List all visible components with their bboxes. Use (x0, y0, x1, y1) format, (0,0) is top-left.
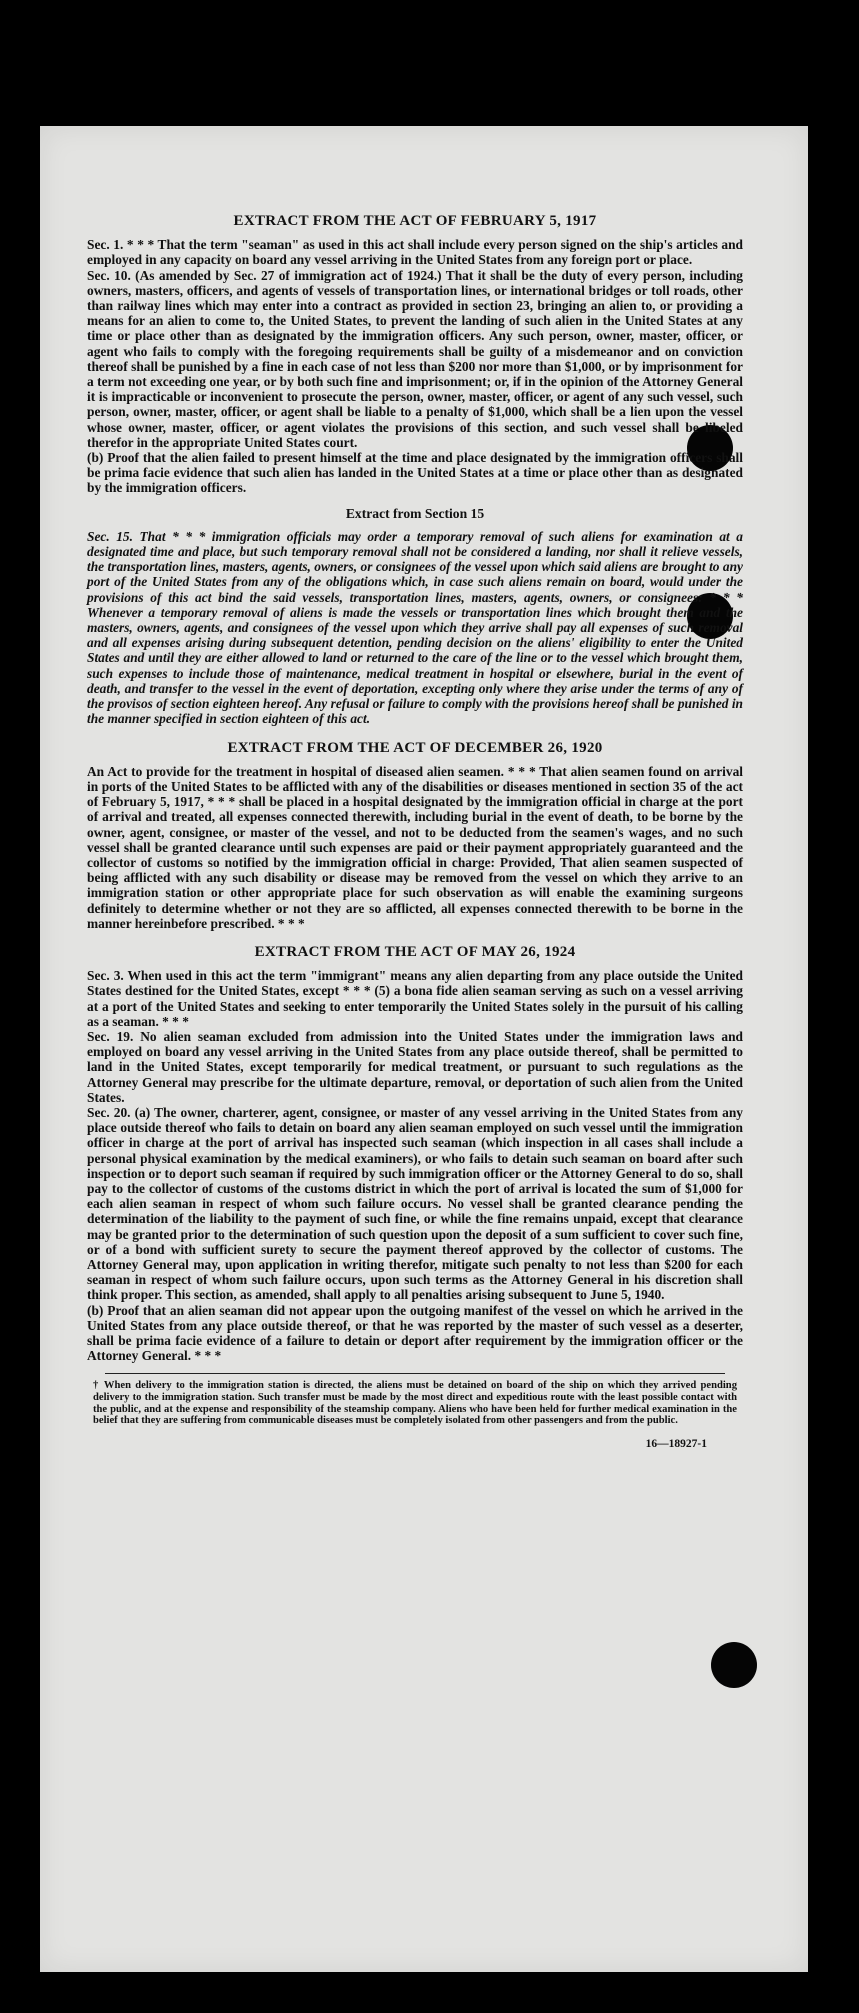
paragraph-sec-20a: Sec. 20. (a) The owner, charterer, agent, consignee, or master of any vessel arriving in the United States from any place outside thereof who fails to detain on board any alien seaman employed on such vessel until the immigration officer in charge at the port of arrival has inspected such seaman (which inspection in all cases shall include a personal physical examination by the medical examiners), or who fails to detain such seaman on board after such inspection or to deport such seaman if required by such immigration officer or the Attorney General to do so, shall pay to the collector of customs of the customs district in which the port of arrival is located the sum of $1,000 for each alien seaman in respect of whom such failure occurs. No vessel shall be granted clearance pending the determination of the liability to the payment of such fine, or while the fine remains unpaid, except that clearance may be granted prior to the determination of such question upon the deposit of a sum sufficient to cover such fine, or of a bond with sufficient surety to secure the payment thereof approved by the collector of customs. The Attorney General may, upon application in writing therefor, mitigate such penalty to not less than $200 for each seaman in respect of whom such failure occurs, upon such terms as the Attorney General in his discretion shall think proper. This section, as amended, shall apply to all penalties arising subsequent to June 5, 1940. (87, 1104, 743, 1303)
punch-hole (711, 1642, 757, 1688)
paragraph-sec-19: Sec. 19. No alien seaman excluded from admission into the United States under the immigration laws and employed on board any vessel arriving in the United States from any place outside thereof, shall be permitted to land in the United States, except temporarily for medical treatment, or pursuant to such regulations as the Attorney General may prescribe for the ultimate departure, removal, or deportation of such alien from the United States. (87, 1028, 743, 1105)
paragraph-sec-3: Sec. 3. When used in this act the term "immigrant" means any alien departing from any place outside the United States destined for the United States, except * * * (5) a bona fide alien seaman serving as such on a vessel arriving at a port of the United States and seeking to enter temporarily the United States solely in the pursuit of his calling as a seaman. * * * (87, 968, 743, 1029)
heading-act-1924: EXTRACT FROM THE ACT OF MAY 26, 1924 (254, 943, 576, 960)
paragraph-act-1920: An Act to provide for the treatment in hospital of diseased alien seamen. * * * That alien seamen found on arrival in ports of the United States to be afflicted with any of the disabilities or diseases mentioned in section 35 of the act of February 5, 1917, * * * shall be placed in a hospital designated by the immigration official in charge at the port of arrival and treated, all expenses connected therewith, including burial in the event of death, to be borne by the owner, agent, consignee, or master of the vessel, and not to be deducted from the seamen's wages, and no such vessel shall be granted clearance until such expenses are paid or their payment appropriately guaranteed and the collector of customs so notified by the immigration official in charge: Provided, That alien seamen suspected of being afflicted with any such disability or disease may be removed from the vessel on which they arrive to an immigration station or other appropriate place for such observation as will enable the examining surgeons definitely to determine whether or not they are so afflicted, all expenses connected therewith to be borne in the manner hereinbefore prescribed. * * * (87, 763, 743, 931)
form-number: 16—18927-1 (645, 1437, 707, 1450)
paragraph-sec-10: Sec. 10. (As amended by Sec. 27 of immigration act of 1924.) That it shall be the duty of every person, including owners, masters, officers, and agents of vessels of transportation lines, or international bridges or toll roads, other than railway lines which may enter into a contract as provided in section 23, bringing an alien to, or providing a means for an alien to come to, the United States, to prevent the landing of such alien in the United States at any time or place other than as designated by the immigration officers. Any such person, owner, master, officer, or agent who fails to comply with the foregoing requirements shall be guilty of a misdemeanor and on conviction thereof shall be punished by a fine in each case of not less than $200 nor more than $1,000, or by imprisonment for a term not exceeding one year, or by both such fine and imprisonment; or, if in the opinion of the Attorney General it is impracticable or inconvenient to prosecute the person, owner, master, officer, or agent of any such vessel, such person, owner, master, officer, or agent shall be liable to a penalty of $1,000, which shall be a lien upon the vessel whose owner, master, officer, or agent violates the provisions of this section, and such vessel shall be libeled therefor in the appropriate United States court. (87, 267, 743, 450)
paragraph-sec-1: Sec. 1. * * * That the term "seaman" as used in this act shall include every person signed on the ship's articles and employed in any capacity on board any vessel arriving in the United States from any foreign port or place. (87, 237, 743, 268)
paragraph-sec-10b: (b) Proof that the alien failed to present himself at the time and place designated by the immigration officers shall be prima facie evidence that such alien has landed in the United States at a time or place other than as designated by the immigration officers. (87, 450, 743, 496)
paragraph-sec-20b: (b) Proof that an alien seaman did not appear upon the outgoing manifest of the vessel on which he arrived in the United States from any place outside thereof, or that he was reported by the master of such vessel as a deserter, shall be prima facie evidence of a failure to detain or deport after requirement by the immigration officer or the Attorney General. * * * (87, 1302, 743, 1364)
heading-section-15: Extract from Section 15 (345, 505, 485, 521)
footnote-divider (105, 1373, 725, 1374)
paragraph-sec-15: Sec. 15. That * * * immigration officials may order a temporary removal of such aliens for examination at a designated time and place, but such temporary removal shall not be considered a landing, nor shall it relieve vessels, the transportation lines, masters, agents, owners, or consignees of the vessel upon which said aliens are brought to any port of the United States from any of the obligations which, in case such aliens remain on board, would under the provisions of this act bind the said vessels, transportation lines, masters, agents, owners, or consignees: * * * Whenever a temporary removal of aliens is made the vessels or transportation lines which brought them and the masters, owners, agents, and consignees of the vessel upon which they arrive shall pay all expenses of such removal and all expenses arising during subsequent detention, pending decision on the aliens' eligibility to enter the United States and until they are either allowed to land or returned to the care of the line or to the vessel which brought them, such expenses to include those of maintenance, medical treatment in hospital or elsewhere, burial in the event of death, and transfer to the vessel in the event of deportation, excepting only where they arise under the terms of any of the provisos of section eighteen hereof. Any refusal or failure to comply with the provisions hereof shall be punished in the manner specified in section eighteen of this act. (87, 528, 743, 727)
footnote: † When delivery to the immigration station is directed, the aliens must be detained on board of the ship on which they arrived pending delivery to the immigration station. Such transfer must be made by the most direct and expeditious route with the least possible contact with the public, and at the expense and responsibility of the steamship company. Aliens who have been held for further medical examination in the belief that they are suffering from communicable diseases must be completely isolated from other passengers and from the public. (93, 1380, 737, 1427)
document-body (87, 200, 743, 1452)
heading-act-1920: EXTRACT FROM THE ACT OF DECEMBER 26, 1920 (227, 739, 603, 756)
heading-act-1917: EXTRACT FROM THE ACT OF FEBRUARY 5, 1917 (233, 213, 597, 229)
